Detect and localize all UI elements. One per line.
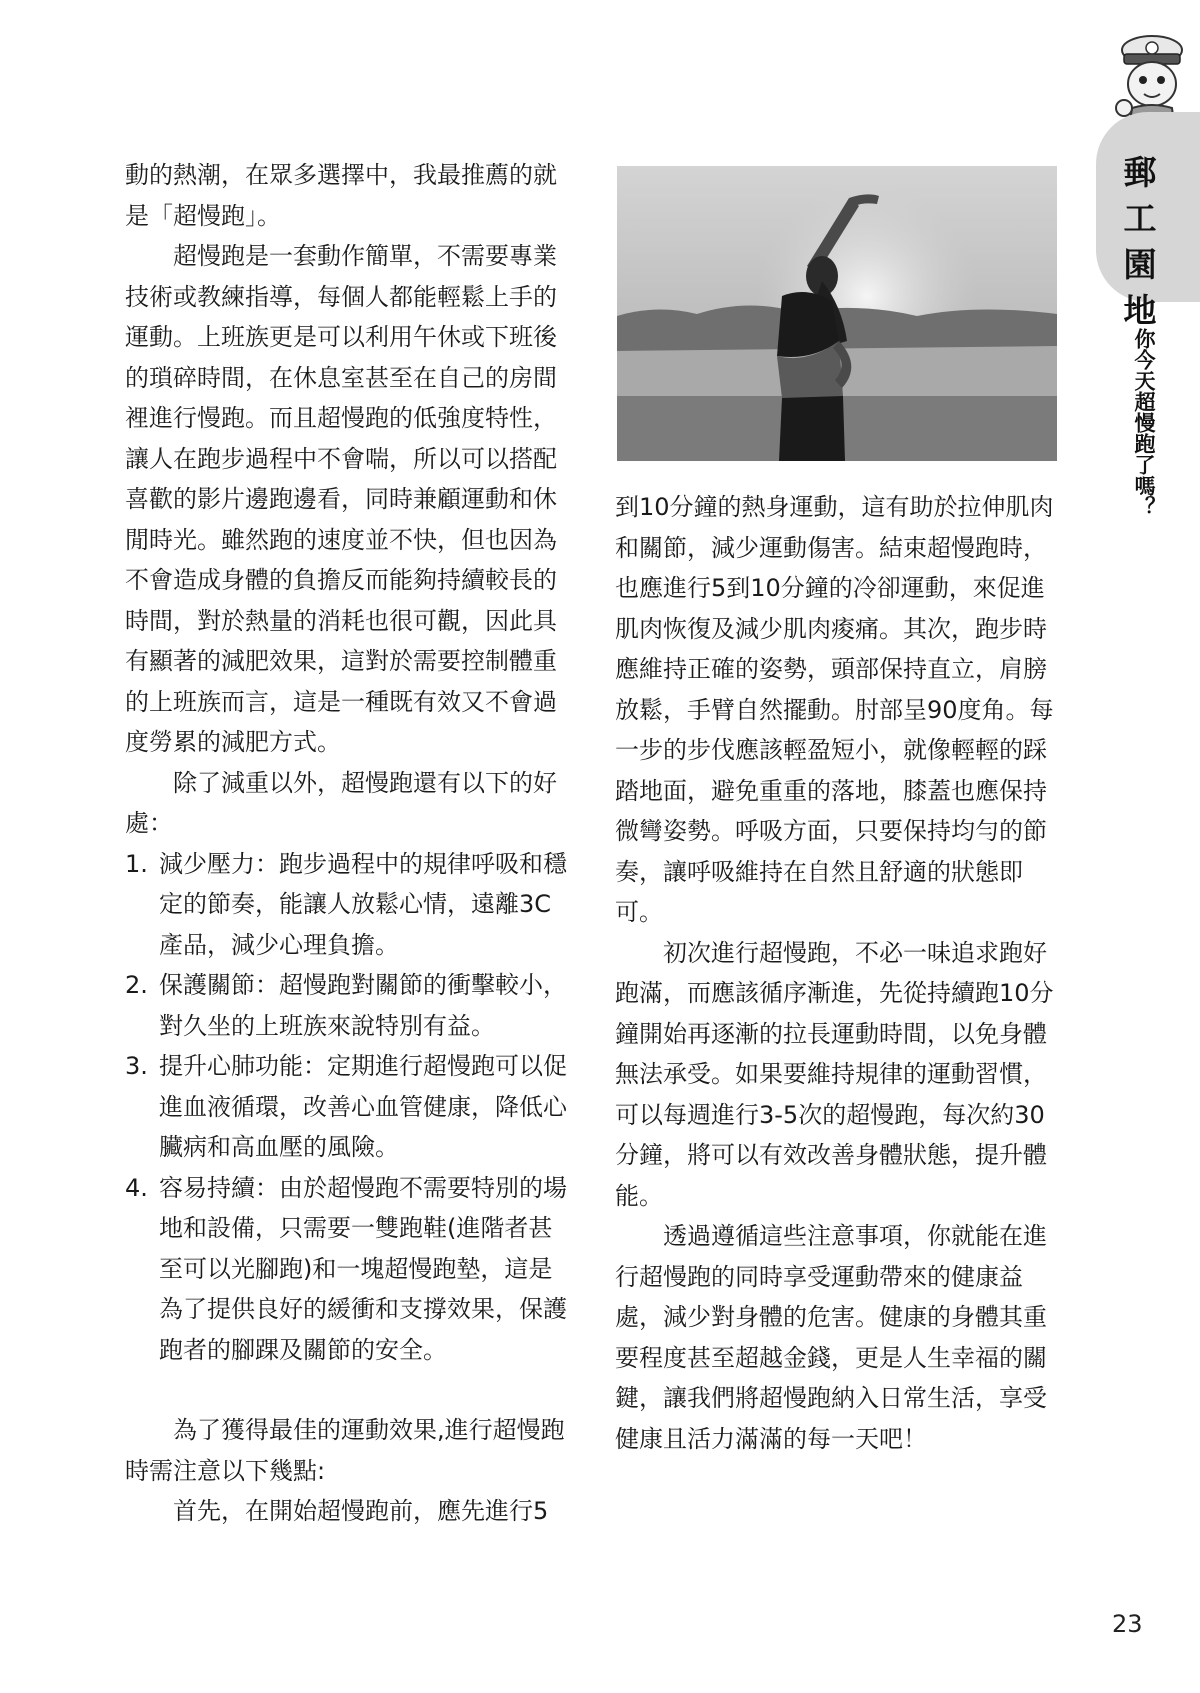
list-item-number: 1. (125, 849, 148, 878)
left-paragraph-5: 首先，在開始超慢跑前，應先進行5 (173, 1497, 549, 1525)
list-item (125, 1046, 570, 1168)
list-item (125, 844, 570, 966)
list-item-text: 保護關節：超慢跑對關節的衝擊較小，對久坐的上班族來說特別有益。 (159, 971, 567, 1040)
section-title: 郵工園地 (1123, 153, 1157, 330)
paragraph-spacer (125, 1370, 570, 1410)
page-number: 23 (1112, 1610, 1143, 1638)
right-column (615, 487, 1060, 1459)
list-item-text: 提升心肺功能：定期進行超慢跑可以促進血液循環，改善心血管健康，降低心臟病和高血壓的風險。 (159, 1052, 567, 1161)
left-paragraph-3: 除了減重以外，超慢跑還有以下的好處： (125, 768, 557, 837)
benefits-list (125, 844, 570, 1371)
stretching-photo (617, 166, 1057, 461)
left-paragraph-1: 動的熱潮，在眾多選擇中，我最推薦的就是「超慢跑」。 (125, 161, 557, 230)
list-item-text: 容易持續：由於超慢跑不需要特別的場地和設備，只需要一雙跑鞋(進階者甚至可以光腳跑)和一塊超慢跑墊，這是為了提供良好的緩衝和支撐效果，保護跑者的腳踝及關節的安全。 (159, 1173, 567, 1364)
right-paragraph-2: 初次進行超慢跑，不必一味追求跑好跑滿，而應該循序漸進，先從持續跑10分鐘開始再逐漸的拉長運動時間，以免身體無法承受。如果要維持規律的運動習慣，可以每週進行3-5次的超慢跑，每次約30分鐘，將可以有效改善身體狀態，提升體能。 (615, 938, 1054, 1210)
left-paragraph-2: 超慢跑是一套動作簡單，不需要專業技術或教練指導，每個人都能輕鬆上手的運動。上班族更是可以利用午休或下班後的瑣碎時間，在休息室甚至在自己的房間裡進行慢跑。而且超慢跑的低強度特性，讓人在跑步過程中不會喘，所以可以搭配喜歡的影片邊跑邊看，同時兼顧運動和休閒時光。雖然跑的速度並不快，但也因為不會造成身體的負擔反而能夠持續較長的時間，對於熱量的消耗也很可觀，因此具有顯著的減肥效果，這對於需要控制體重的上班族而言，這是一種既有效又不會過度勞累的減肥方式。 (125, 242, 557, 756)
right-paragraph-3: 透過遵循這些注意事項，你就能在進行超慢跑的同時享受運動帶來的健康益處，減少對身體的危害。健康的身體其重要程度甚至超越金錢，更是人生幸福的關鍵，讓我們將超慢跑納入日常生活，享受健康且活力滿滿的每一天吧！ (615, 1222, 1047, 1453)
article-title: 你今天超慢跑了嗎？ (1132, 328, 1156, 517)
left-paragraph-4: 為了獲得最佳的運動效果,進行超慢跑時需注意以下幾點: (125, 1416, 565, 1485)
list-item (125, 965, 570, 1046)
list-item-number: 3. (125, 1052, 148, 1080)
right-paragraph-1: 到10分鐘的熱身運動，這有助於拉伸肌肉和關節，減少運動傷害。結束超慢跑時，也應進行5到10分鐘的冷卻運動，來促進肌肉恢復及減少肌肉痠痛。其次，跑步時應維持正確的姿勢，頭部保持直立，肩膀放鬆，手臂自然擺動。肘部呈90度角。每一步的步伐應該輕盈短小，就像輕輕的踩踏地面，避免重重的落地，膝蓋也應保持微彎姿勢。呼吸方面，只要保持均勻的節奏，讓呼吸維持在自然且舒適的狀態即可。 (615, 493, 1054, 926)
list-item (125, 1168, 570, 1371)
list-item-number: 2. (125, 971, 148, 999)
list-item-text: 減少壓力：跑步過程中的規律呼吸和穩定的節奏，能讓人放鬆心情，遠離3C產品，減少心理負擔。 (159, 849, 567, 959)
list-item-number: 4. (125, 1173, 148, 1202)
left-column (125, 155, 570, 1532)
